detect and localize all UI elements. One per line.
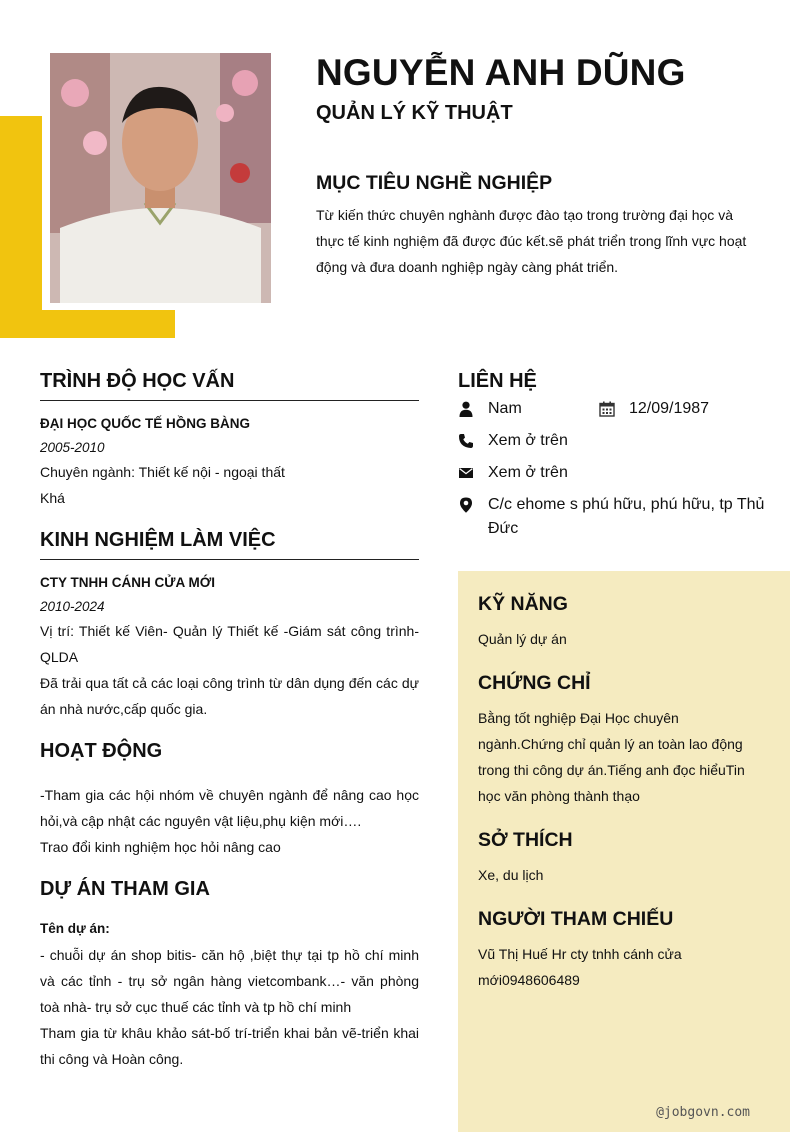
certificates-heading: CHỨNG CHỈ (478, 672, 591, 694)
projects-line-2: Tham gia từ khâu khảo sát-bố trí-triển khai bản vẽ-triển khai thi công và Hoàn công. (40, 1025, 419, 1067)
contact-row-phone (458, 429, 788, 453)
activities-line-2: Trao đổi kinh nghiệm học hỏi nâng cao (40, 839, 281, 855)
contact-birthdate (599, 397, 709, 421)
education-years: 2005-2010 (40, 440, 105, 455)
activities-heading: HOẠT ĐỘNG (40, 740, 163, 762)
experience-company: CTY TNHH CÁNH CỬA MỚI (40, 575, 215, 590)
job-title: QUẢN LÝ KỸ THUẬT (316, 102, 513, 124)
education-heading: TRÌNH ĐỘ HỌC VẤN (40, 370, 419, 401)
candidate-name: NGUYỄN ANH DŨNG (316, 52, 686, 93)
objective-heading: MỤC TIÊU NGHỀ NGHIỆP (316, 172, 553, 194)
location-pin-icon (458, 497, 474, 513)
birthdate-value: 12/09/1987 (629, 400, 710, 417)
certificates-text: Bằng tốt nghiệp Đại Học chuyên ngành.Chứng chỉ quản lý an toàn lao động trong thi công dự án.Tiếng anh đọc hiểuTin học văn phòng thành thạo (478, 710, 745, 804)
contact-row-address (458, 493, 788, 541)
education-major: Chuyên ngành: Thiết kế nội - ngoại thất (40, 464, 285, 480)
phone-value: Xem ở trên (488, 432, 568, 449)
activities-line-1: -Tham gia các hội nhóm về chuyên ngành để nâng cao học hỏi,và cập nhật các nguyên vật liệu,phụ kiện mới…. (40, 787, 419, 829)
objective-text: Từ kiến thức chuyên nghành được đào tạo trong trường đại học và thực tế kinh nghiệm đã được đúc kết.sẽ phát triển trong lĩnh vực hoạt động và đưa doanh nghiệp ngày càng phát triển. (316, 207, 747, 275)
gender-value: Nam (488, 400, 522, 417)
main-column (40, 370, 419, 1072)
experience-description: Đã trải qua tất cả các loại công trình từ dân dụng đến các dự án nhà nước,cấp quốc gia. (40, 675, 419, 717)
profile-photo (50, 53, 271, 303)
calendar-icon (599, 401, 615, 417)
projects-line-1: - chuỗi dự án shop bitis- căn hộ ,biệt thự tại tp hồ chí minh và các tỉnh - trụ sở ngân hàng vietcombank…- văn phòng toà nhà- trụ sở cục thuế các tỉnh và tp hồ chí minh (40, 947, 419, 1015)
hobbies-heading: SỞ THÍCH (478, 829, 573, 851)
sidebar-content (478, 593, 748, 1013)
contact-row-email (458, 461, 788, 485)
references-heading: NGƯỜI THAM CHIẾU (478, 908, 674, 930)
references-text: Vũ Thị Huế Hr cty tnhh cánh cửa mới0948606489 (478, 946, 682, 988)
person-icon (458, 401, 474, 417)
contact-heading: LIÊN HỆ (458, 370, 537, 392)
address-value: C/c ehome s phú hữu, phú hữu, tp Thủ Đức (488, 496, 765, 537)
accent-bar-horizontal (0, 310, 175, 338)
projects-label: Tên dự án: (40, 921, 110, 936)
contact-section (458, 370, 788, 549)
hobbies-text: Xe, du lịch (478, 867, 544, 883)
experience-heading: KINH NGHIỆM LÀM VIỆC (40, 529, 419, 560)
phone-icon (458, 433, 474, 449)
education-grade: Khá (40, 490, 65, 506)
email-value: Xem ở trên (488, 464, 568, 481)
projects-heading: DỰ ÁN THAM GIA (40, 878, 210, 900)
skills-heading: KỸ NĂNG (478, 593, 568, 615)
mail-icon (458, 465, 474, 481)
experience-position: Vị trí: Thiết kế Viên- Quản lý Thiết kế -Giám sát công trình-QLDA (40, 623, 419, 665)
contact-row-gender (458, 397, 788, 421)
education-school: ĐẠI HỌC QUỐC TẾ HỒNG BÀNG (40, 416, 251, 431)
watermark: @jobgovn.com (656, 1105, 750, 1120)
sidebar-panel (458, 571, 790, 1132)
experience-years: 2010-2024 (40, 599, 105, 614)
accent-bar-vertical (0, 116, 42, 338)
skills-text: Quản lý dự án (478, 631, 567, 647)
